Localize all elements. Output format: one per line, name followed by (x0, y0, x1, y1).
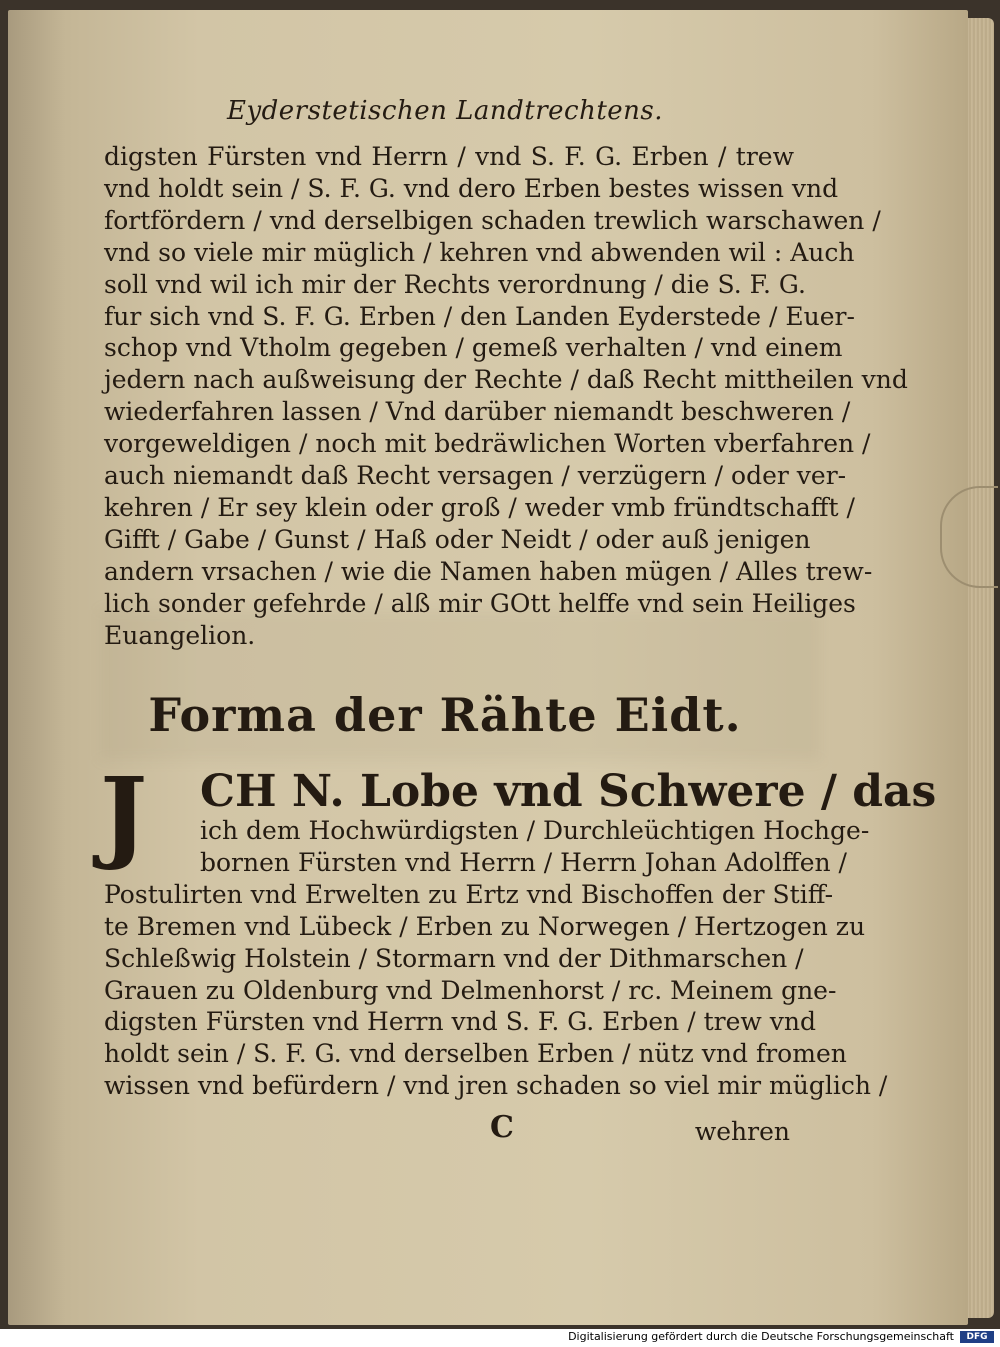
catchword: wehren (694, 1117, 790, 1146)
footer-bar (0, 1329, 1000, 1347)
text-line: Euangelion. (104, 620, 256, 650)
section-text-block (104, 815, 888, 1102)
text-line: lich sonder gefehrde / alß mir GOtt helffe vnd sein Heiliges (104, 588, 856, 618)
text-line: wiederfahren lassen / Vnd darüber niemandt beschweren / (104, 397, 851, 427)
text-line: soll vnd wil ich mir der Rechts verordnung / die S. F. G. (104, 269, 806, 299)
section-heading: Forma der Rähte Eidt. (148, 688, 742, 742)
text-line: kehren / Er sey klein oder groß / weder vmb fründtschafft / (104, 492, 855, 522)
text-line: bornen Fürsten vnd Herrn / Herrn Johan Adolffen / (200, 847, 847, 877)
section-first-line: CH N. Lobe vnd Schwere / das (200, 766, 937, 817)
text-line: fortfördern / vnd derselbigen schaden trewlich warschawen / (104, 205, 881, 235)
text-line: wissen vnd befürdern / vnd jren schaden so viel mir müglich / (104, 1071, 888, 1101)
text-line: te Bremen vnd Lübeck / Erben zu Norwegen / Hertzogen zu (104, 911, 866, 941)
oath-text-block (104, 141, 908, 652)
text-line: schop vnd Vtholm gegeben / gemeß verhalten / vnd einem (104, 333, 843, 363)
text-line: holdt sein / S. F. G. vnd derselben Erben / nütz vnd fromen (104, 1039, 847, 1069)
text-line: digsten Fürsten vnd Herrn vnd S. F. G. Erben / trew vnd (104, 1007, 816, 1037)
text-line: ich dem Hochwürdigsten / Durchleüchtigen Hochge- (200, 816, 870, 845)
running-head: Eyderstetischen Landtrechtens. (226, 96, 664, 126)
text-line: Schleßwig Holstein / Stormarn vnd der Dithmarschen / (104, 943, 804, 973)
text-line: andern vrsachen / wie die Namen haben mügen / Alles trew- (104, 556, 873, 586)
text-line: digsten Fürsten vnd Herrn / vnd S. F. G. Erben / trew (104, 142, 794, 171)
page-tab-notch (940, 486, 998, 588)
text-line: vnd so viele mir müglich / kehren vnd abwenden wil : Auch (104, 237, 855, 267)
text-line: Grauen zu Oldenburg vnd Delmenhorst / rc. Meinem gne- (104, 975, 837, 1005)
text-line: Gifft / Gabe / Gunst / Haß oder Neidt / oder auß jenigen (104, 524, 811, 554)
dfg-logo: DFG (960, 1331, 994, 1343)
signature-mark: C (490, 1110, 514, 1145)
text-line: vorgeweldigen / noch mit bedräwlichen Worten vberfahren / (104, 429, 871, 459)
text-line: vnd holdt sein / S. F. G. vnd dero Erben bestes wissen vnd (104, 173, 839, 203)
text-line: auch niemandt daß Recht versagen / verzügern / oder ver- (104, 461, 847, 491)
drop-capital: J (100, 755, 148, 873)
footer-credit: Digitalisierung gefördert durch die Deutsche Forschungsgemeinschaft (568, 1330, 954, 1343)
text-line: Postulirten vnd Erwelten zu Ertz vnd Bischoffen der Stiff- (104, 879, 834, 909)
text-line: fur sich vnd S. F. G. Erben / den Landen Eyderstede / Euer- (104, 301, 855, 331)
text-line: jedern nach außweisung der Rechte / daß Recht mittheilen vnd (104, 365, 908, 395)
book-page-edges (964, 18, 994, 1318)
